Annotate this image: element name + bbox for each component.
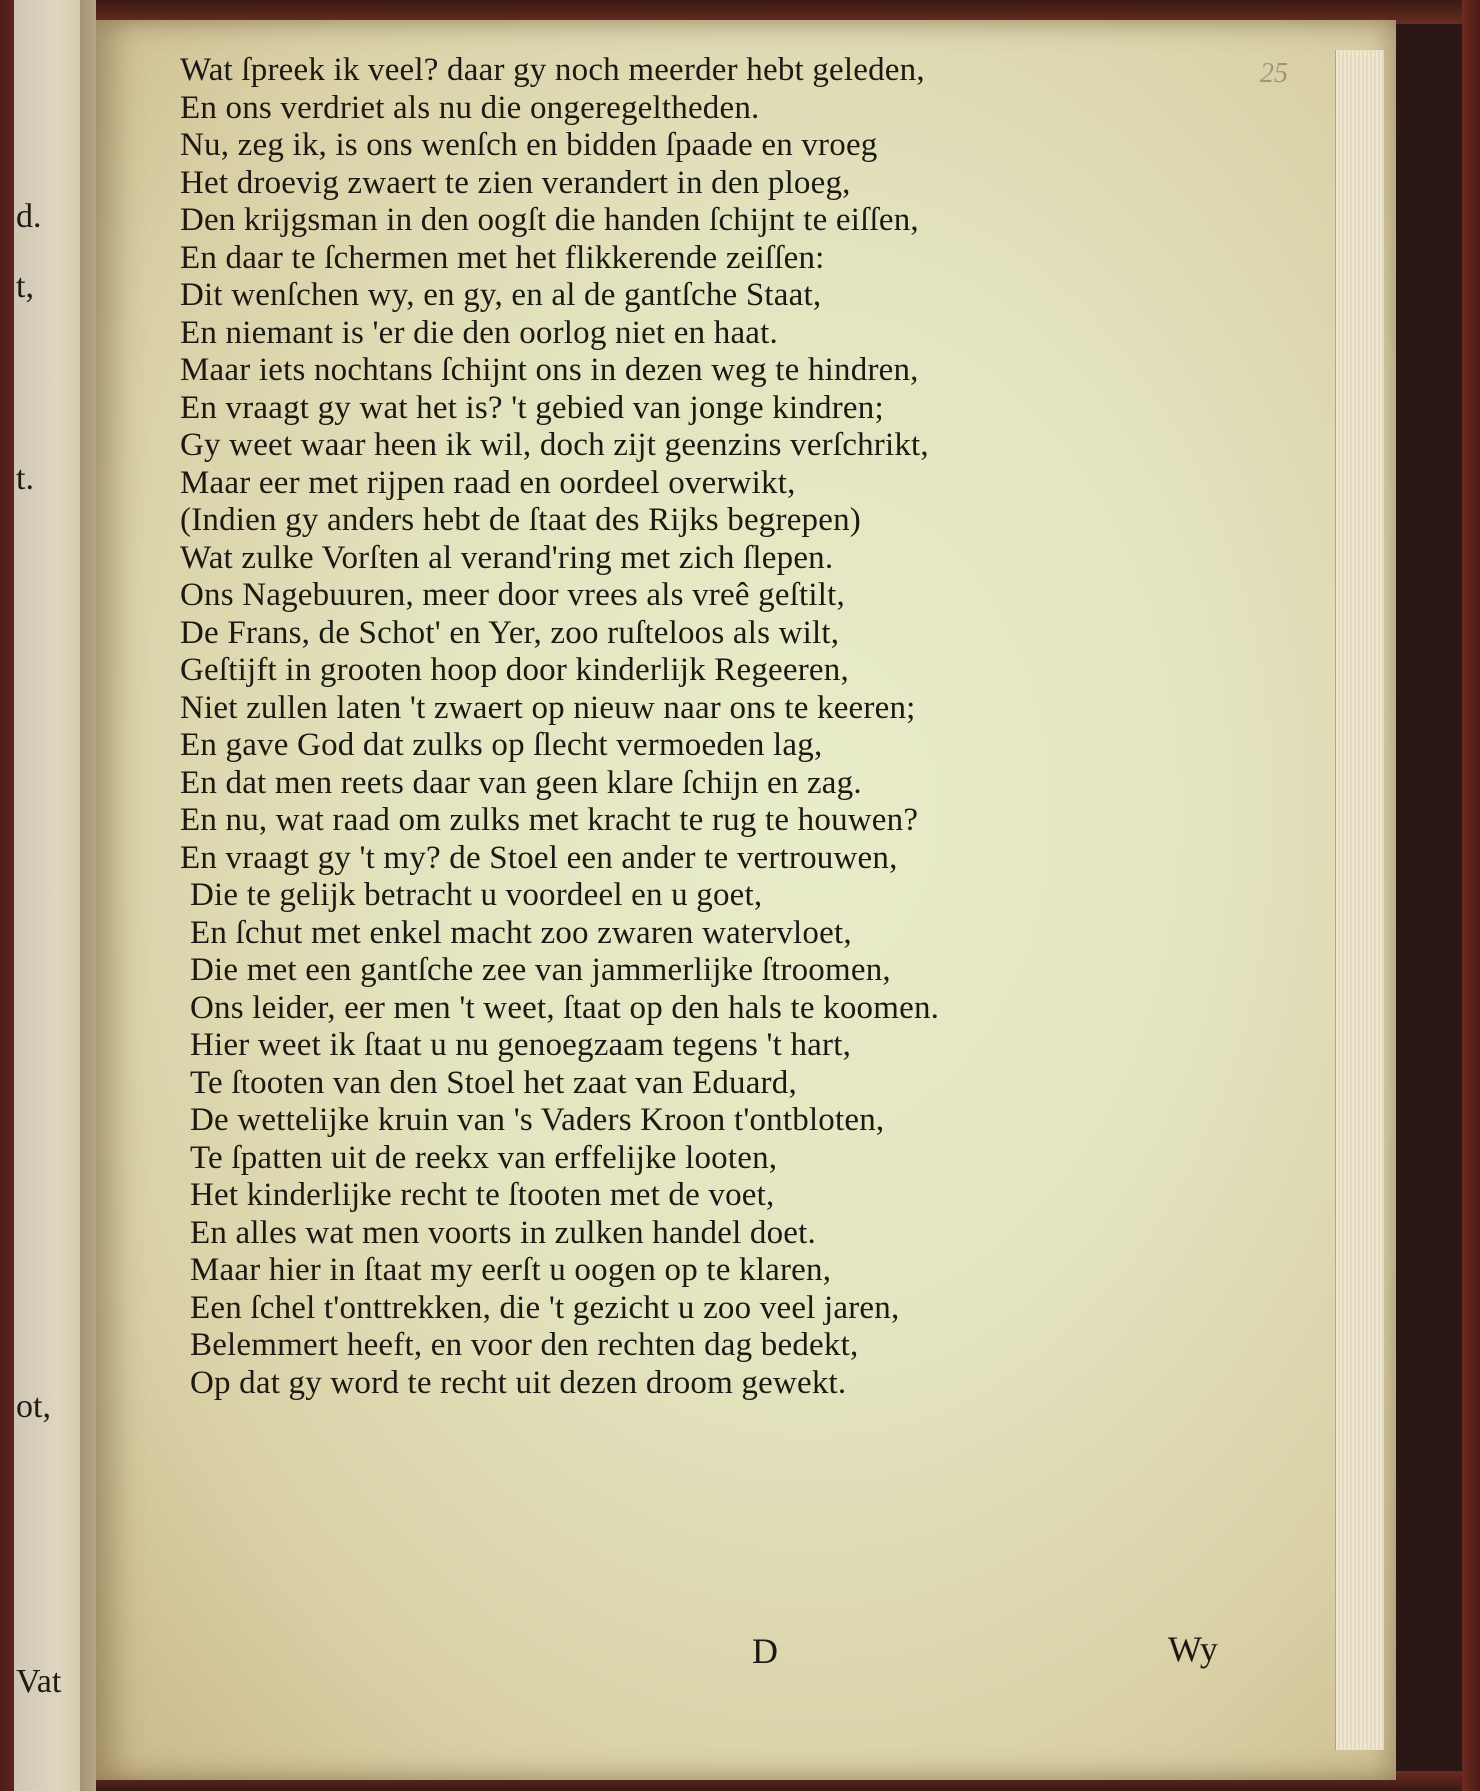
verse-line: (Indien gy anders hebt de ſtaat des Rijks begrepen) [180, 502, 861, 538]
verse-line: Te ſpatten uit de reekx van erffelijke looten, [190, 1139, 778, 1176]
verse-line: De Frans, de Schot' en Yer, zoo ruſteloos als wilt, [180, 614, 840, 651]
verse-line: Belemmert heeft, en voor den rechten dag bedekt, [190, 1327, 859, 1363]
verse-line: Den krijgsman in den oogſt die handen ſchijnt te eiſſen, [180, 202, 919, 238]
verse-line: En niemant is 'er die den oorlog niet en haat. [180, 314, 778, 351]
verse-line: Te ſtooten van den Stoel het zaat van Eduard, [190, 1064, 797, 1101]
left-page-fragment: d. [16, 198, 42, 235]
verse-line: En gave God dat zulks op ſlecht vermoeden lag, [180, 727, 823, 763]
book-cover-right [1462, 0, 1480, 1791]
verse-line: Die te gelijk betracht u voordeel en u goet, [190, 877, 763, 913]
catchword: Wy [1168, 1629, 1218, 1669]
verse-line: Hier weet ik ſtaat u nu genoegzaam tegens 't hart, [190, 1027, 852, 1063]
verse-line: En nu, wat raad om zulks met kracht te rug te houwen? [180, 802, 919, 838]
verse-line: En dat men reets daar van geen klare ſchijn en zag. [180, 764, 862, 801]
left-page-fragment: t, [16, 268, 34, 305]
verse-line: Maar hier in ſtaat my eerſt u oogen op te klaren, [190, 1252, 832, 1288]
left-page-fragment: t. [16, 460, 34, 497]
verse-line: En vraagt gy 't my? de Stoel een ander te vertrouwen, [180, 839, 898, 876]
verse-line: Maar iets nochtans ſchijnt ons in dezen weg te hindren, [180, 352, 919, 388]
verse-line: En ſchut met enkel macht zoo zwaren watervloet, [190, 914, 852, 951]
verse-line: En daar te ſchermen met het flikkerende zeiſſen: [180, 239, 825, 276]
verse-line: En alles wat men voorts in zulken handel doet. [190, 1214, 816, 1251]
verse-line: Nu, zeg ik, is ons wenſch en bidden ſpaade en vroeg [180, 127, 878, 163]
verse-line: Wat zulke Vorſten al verand'ring met zich ſlepen. [180, 539, 834, 576]
verse-line: Ons Nagebuuren, meer door vrees als vreê geſtilt, [180, 577, 845, 613]
verse-line: Gy weet waar heen ik wil, doch zijt geenzins verſchrikt, [180, 427, 929, 463]
verse-line: En vraagt gy wat het is? 't gebied van jonge kindren; [180, 389, 884, 426]
verse-line: Ons leider, eer men 't weet, ſtaat op den hals te koomen. [190, 989, 940, 1026]
verse-line: Wat ſpreek ik veel? daar gy noch meerder hebt geleden, [180, 52, 925, 88]
verse-line: En ons verdriet als nu die ongeregeltheden. [180, 89, 760, 126]
page-edges [1335, 50, 1384, 1750]
verse-line: Het kinderlijke recht te ſtooten met de voet, [190, 1177, 775, 1213]
verse-line: Geſtijft in grooten hoop door kinderlijk Regeeren, [180, 652, 849, 688]
verse-line: Dit wenſchen wy, en gy, en al de gantſche Staat, [180, 277, 822, 313]
verse-line: Op dat gy word te recht uit dezen droom gewekt. [190, 1364, 847, 1401]
verse-line: De wettelijke kruin van 's Vaders Kroon t'ontbloten, [190, 1102, 885, 1138]
verse-line: Een ſchel t'onttrekken, die 't gezicht u zoo veel jaren, [190, 1289, 900, 1326]
page-number: 25 [1260, 58, 1288, 89]
verse-line: Die met een gantſche zee van jammerlijke ſtroomen, [190, 952, 891, 988]
verse-line: Maar eer met rijpen raad en oordeel overwikt, [180, 464, 796, 501]
verse-line: Het droevig zwaert te zien verandert in den ploeg, [180, 164, 851, 201]
left-page-fragment: Vat [16, 1663, 62, 1700]
left-page-fragment: ot, [16, 1388, 51, 1425]
verse-line: Niet zullen laten 't zwaert op nieuw naar ons te keeren; [180, 689, 916, 726]
verse-text [180, 52, 1180, 1402]
signature-mark: D [752, 1631, 778, 1671]
